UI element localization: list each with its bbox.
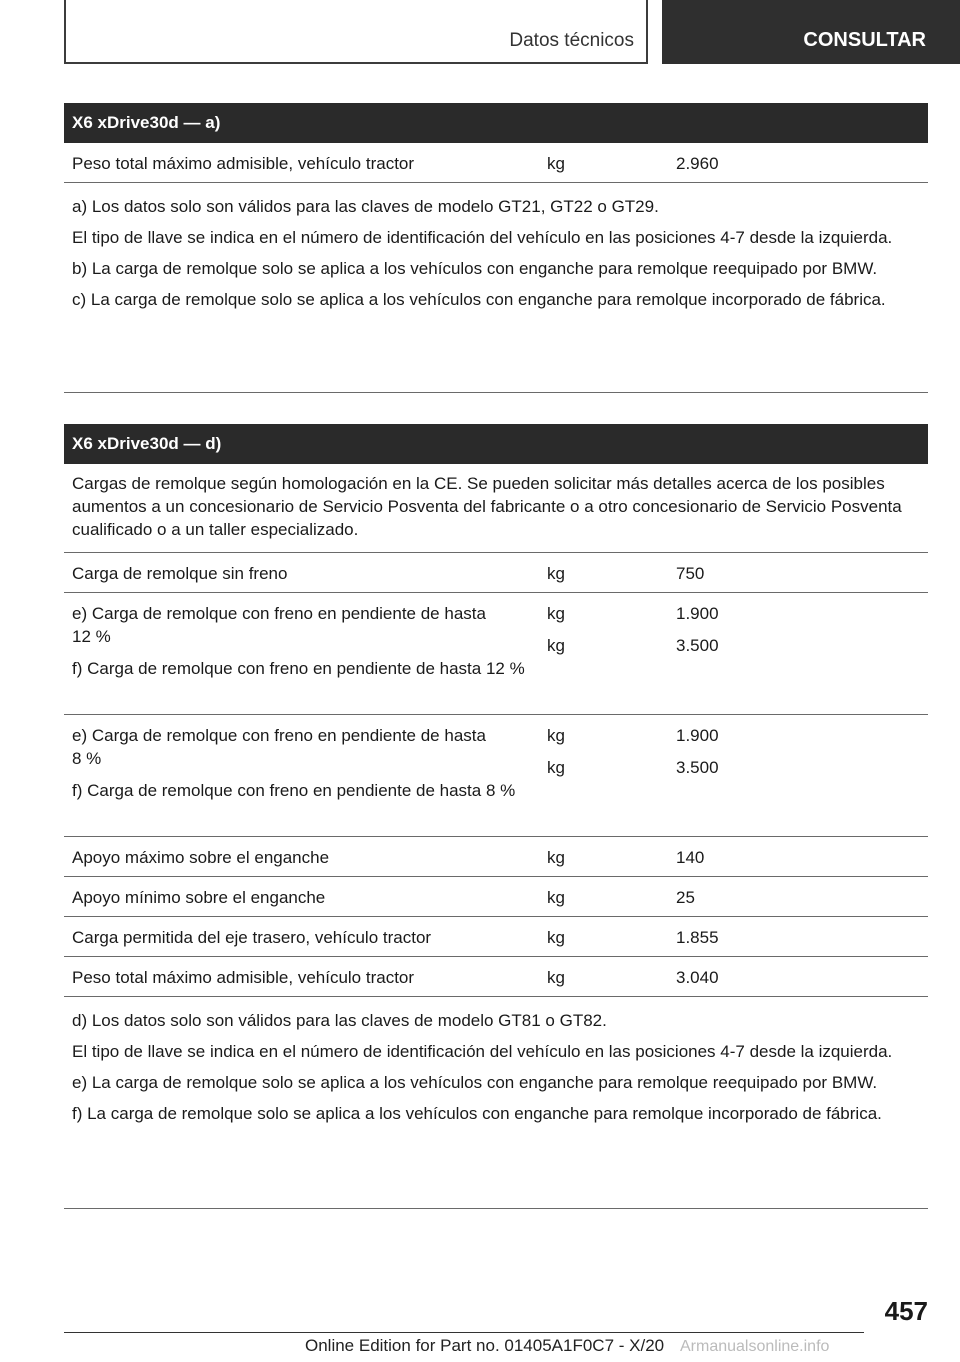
- row-value: 3.500: [676, 636, 719, 655]
- row-label-group: [72, 724, 534, 811]
- table-intro: [64, 464, 928, 553]
- row-label: Peso total máximo admisible, vehículo tractor: [72, 968, 415, 987]
- footnote: b) La carga de remolque solo se aplica a los vehículos con enganche para remolque reequipado por BMW.: [72, 259, 878, 278]
- row-value: 3.040: [676, 968, 719, 987]
- spec-table-section-2: [64, 424, 928, 1209]
- table-row: [64, 553, 928, 593]
- row-unit: kg: [547, 564, 565, 583]
- row-unit: kg: [547, 968, 565, 987]
- row-value: 1.900: [676, 726, 719, 745]
- footnote: c) La carga de remolque solo se aplica a los vehículos con enganche para remolque incorporado de fábrica.: [72, 290, 886, 309]
- header-title-box: [64, 0, 648, 64]
- table-row: [64, 917, 928, 957]
- section-header-title: Datos técnicos: [509, 30, 634, 51]
- row-label: Peso total máximo admisible, vehículo tractor: [72, 154, 415, 173]
- row-label: e) Carga de remolque con freno en pendiente de hasta 8 %: [72, 726, 486, 768]
- row-label-group: [72, 602, 534, 689]
- row-value: 25: [676, 888, 695, 907]
- row-value: 1.900: [676, 604, 719, 623]
- watermark-site: Armanualsonline.info: [680, 1338, 830, 1355]
- row-label: Carga de remolque sin freno: [72, 564, 288, 583]
- footnotes: [64, 997, 928, 1209]
- row-label: Apoyo máximo sobre el enganche: [72, 848, 330, 867]
- row-label: f) Carga de remolque con freno en pendiente de hasta 12 %: [72, 659, 525, 678]
- spec-table-section-1: [64, 103, 928, 393]
- row-value: 140: [676, 848, 705, 867]
- row-unit-group: [547, 602, 565, 666]
- row-unit: kg: [547, 928, 565, 947]
- row-unit: kg: [547, 758, 565, 777]
- row-value: 750: [676, 564, 705, 583]
- footnotes: [64, 183, 928, 393]
- row-label: f) Carga de remolque con freno en pendiente de hasta 8 %: [72, 781, 516, 800]
- footer-divider: [64, 1332, 864, 1333]
- row-unit: kg: [547, 888, 565, 907]
- table-row: [64, 143, 928, 183]
- table-title: X6 xDrive30d — d): [64, 424, 928, 464]
- table-title: X6 xDrive30d — a): [64, 103, 928, 143]
- row-unit: kg: [547, 636, 565, 655]
- footnote: f) La carga de remolque solo se aplica a los vehículos con enganche para remolque incorporado de fábrica.: [72, 1104, 882, 1123]
- consult-tab[interactable]: CONSULTAR: [662, 0, 960, 64]
- row-unit: kg: [547, 154, 565, 173]
- row-value-group: [676, 602, 719, 666]
- row-unit-group: [547, 724, 565, 788]
- row-value: 1.855: [676, 928, 719, 947]
- edition-note: Online Edition for Part no. 01405A1F0C7 - X/20: [305, 1336, 665, 1355]
- table-row: [64, 837, 928, 877]
- footnote: El tipo de llave se indica en el número de identificación del vehículo en las posiciones 4-7 desde la izquierda.: [72, 1042, 893, 1061]
- row-unit: kg: [547, 848, 565, 867]
- footnote: a) Los datos solo son válidos para las claves de modelo GT21, GT22 o GT29.: [72, 197, 659, 216]
- table-row: [64, 593, 928, 715]
- row-label: e) Carga de remolque con freno en pendiente de hasta 12 %: [72, 604, 486, 646]
- row-unit: kg: [547, 604, 565, 623]
- row-label: Carga permitida del eje trasero, vehículo tractor: [72, 928, 432, 947]
- table-row: [64, 877, 928, 917]
- footnote: d) Los datos solo son válidos para las claves de modelo GT81 o GT82.: [72, 1011, 607, 1030]
- row-value-group: [676, 724, 719, 788]
- row-value: 2.960: [676, 154, 719, 173]
- row-unit: kg: [547, 726, 565, 745]
- row-label: Apoyo mínimo sobre el enganche: [72, 888, 326, 907]
- page-number: 457: [884, 1296, 928, 1326]
- intro-text: Cargas de remolque según homologación en la CE. Se pueden solicitar más detalles acerca de los posibles aumentos a un concesionario de Servicio Posventa del fabricante o a otro concesionario de Servicio Posventa cualificado o a un taller especializado.: [72, 474, 902, 539]
- table-row: [64, 715, 928, 837]
- footnote: e) La carga de remolque solo se aplica a los vehículos con enganche para remolque reequipado por BMW.: [72, 1073, 878, 1092]
- footnote: El tipo de llave se indica en el número de identificación del vehículo en las posiciones 4-7 desde la izquierda.: [72, 228, 893, 247]
- table-row: [64, 957, 928, 997]
- row-value: 3.500: [676, 758, 719, 777]
